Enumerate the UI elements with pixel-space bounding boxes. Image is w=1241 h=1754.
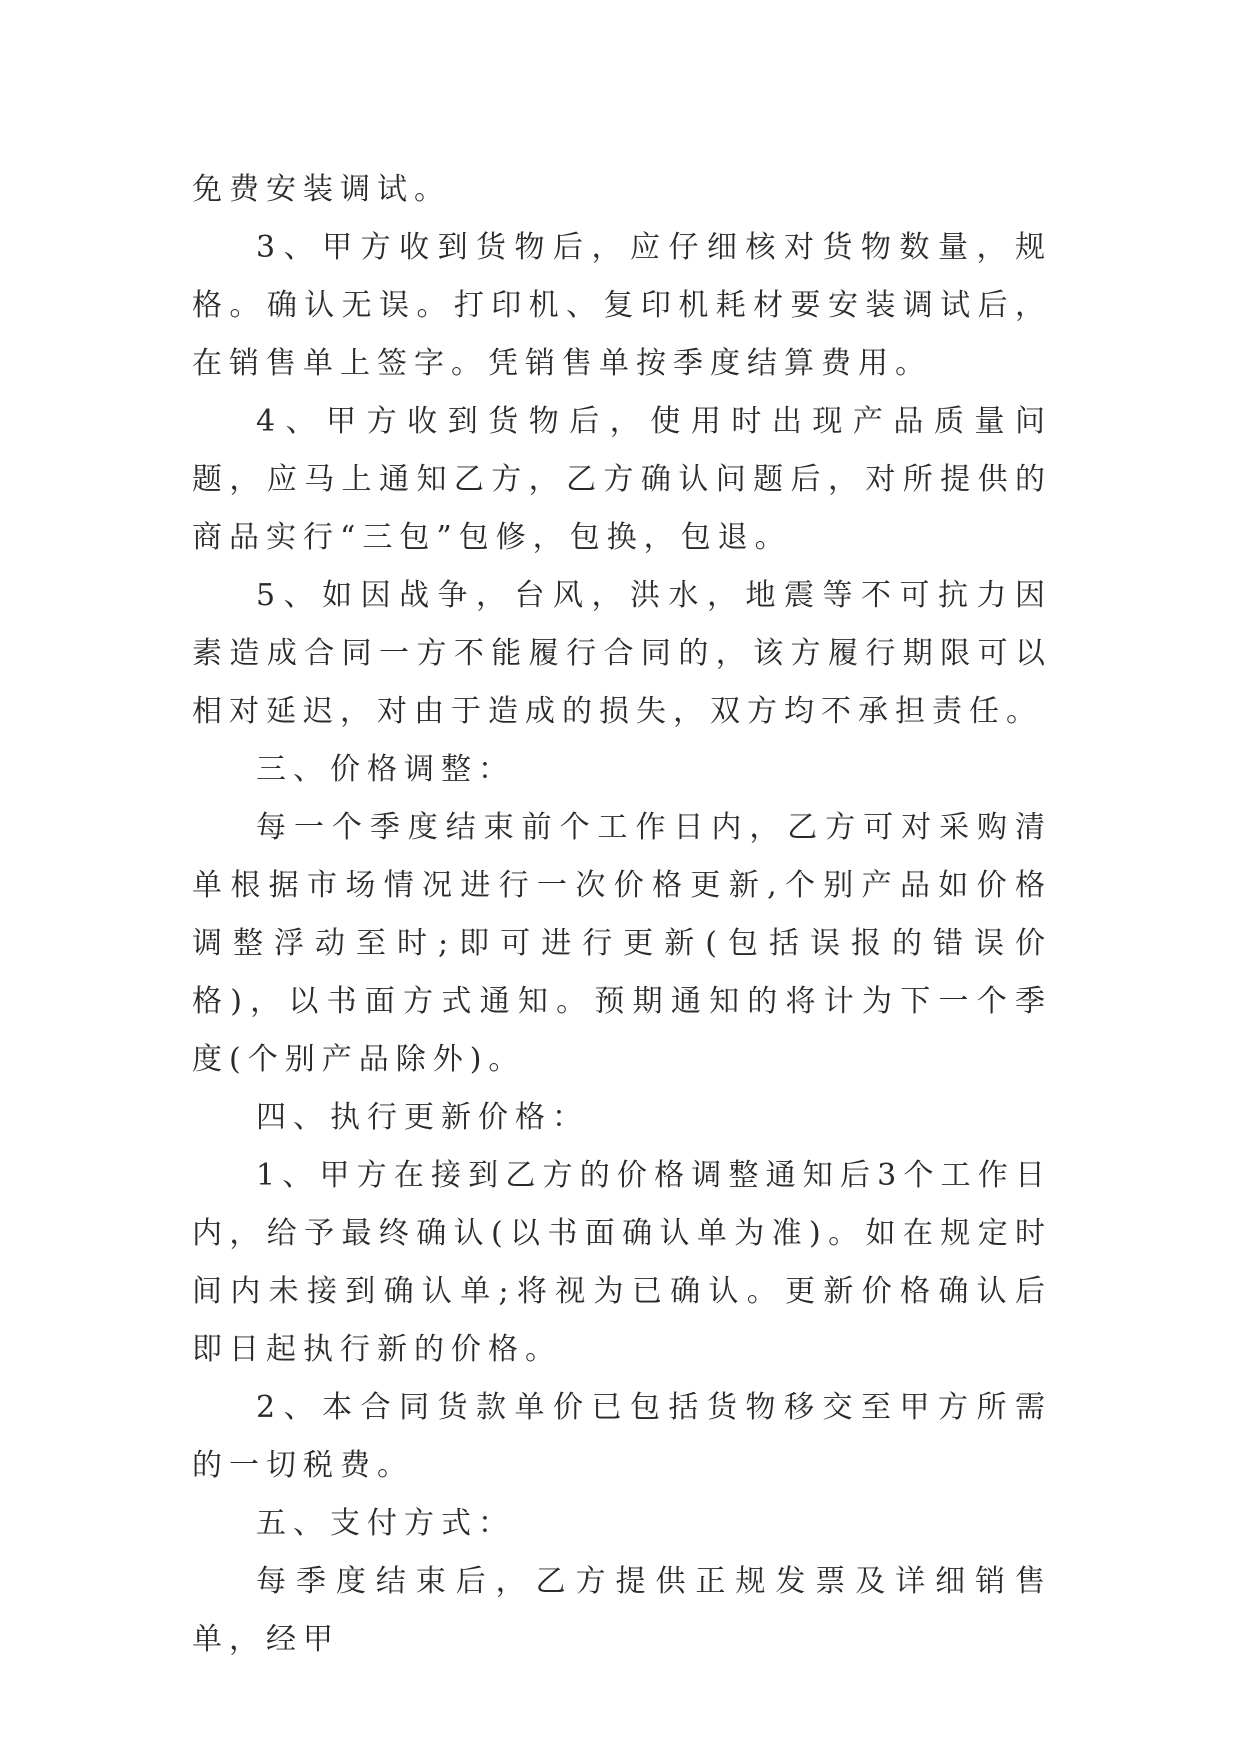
document-body (192, 161, 1052, 1669)
section-heading-execute-price: 四、执行更新价格： (256, 1100, 589, 1135)
paragraph-payment: 每季度结束后，乙方提供正规发票及详细销售单，经甲 (192, 1564, 1052, 1657)
section-heading-price-adjustment: 三、价格调整： (256, 752, 515, 787)
paragraph-clause-5: 5、如因战争，台风，洪水，地震等不可抗力因素造成合同一方不能履行合同的，该方履行期限可以相对延迟，对由于造成的损失，双方均不承担责任。 (192, 578, 1052, 729)
paragraph-clause-3: 3、甲方收到货物后，应仔细核对货物数量，规格。确认无误。打印机、复印机耗材要安装调试后，在销售单上签字。凭销售单按季度结算费用。 (192, 230, 1052, 381)
paragraph-clause-4: 4、甲方收到货物后，使用时出现产品质量问题，应马上通知乙方，乙方确认问题后，对所提供的商品实行“三包”包修，包换，包退。 (192, 404, 1052, 555)
section-heading-payment: 五、支付方式： (256, 1506, 515, 1541)
paragraph-execute-clause-2: 2、本合同货款单价已包括货物移交至甲方所需的一切税费。 (192, 1390, 1052, 1483)
paragraph-installation-end: 免费安装调试。 (192, 172, 451, 207)
paragraph-price-adjustment: 每一个季度结束前个工作日内，乙方可对采购清单根据市场情况进行一次价格更新,个别产品如价格调整浮动至时;即可进行更新(包括误报的错误价格)，以书面方式通知。预期通知的将计为下一个季度(个别产品除外)。 (192, 810, 1052, 1077)
paragraph-execute-clause-1: 1、甲方在接到乙方的价格调整通知后3个工作日内，给予最终确认(以书面确认单为准)。如在规定时间内未接到确认单;将视为已确认。更新价格确认后即日起执行新的价格。 (192, 1158, 1052, 1367)
